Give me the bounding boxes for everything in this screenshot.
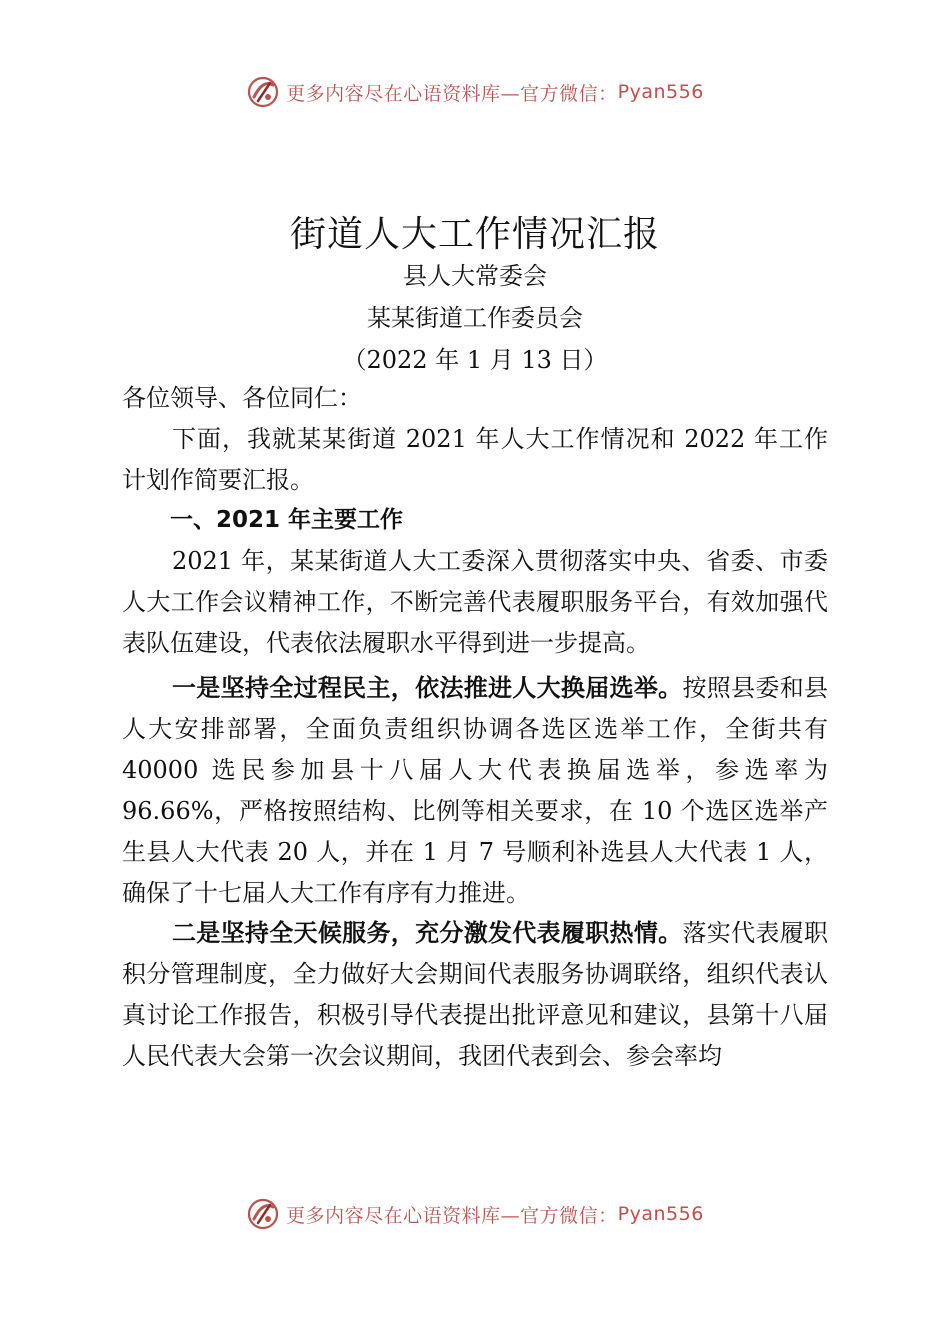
document-date: （2022 年 1 月 13 日） xyxy=(342,346,608,374)
watermark-text: 更多内容尽在心语资料库—官方微信： xyxy=(286,82,618,105)
item-2-lead: 二是坚持全天候服务，充分激发代表履职热情。 xyxy=(172,919,683,947)
item-1-lead: 一是坚持全过程民主，依法推进人大换届选举。 xyxy=(172,674,683,702)
item-1-paragraph xyxy=(122,668,828,914)
greeting: 各位领导、各位同仁： xyxy=(122,384,362,412)
brand-logo-icon xyxy=(246,75,280,109)
footer-watermark xyxy=(0,1194,950,1234)
watermark-text: 更多内容尽在心语资料库—官方微信： xyxy=(286,1204,618,1227)
item-1-text: 按照县委和县人大安排部署，全面负责组织协调各选区选举工作，全街共有 40000 选民参加县十八届人大代表换届选举，参选率为 96.66%，严格按照结构、比例等相关要求，在 10 个选区选举产生县人大代表 20 人，并在 1 月 7 号顺利补选县人大代表 1 人，确保了十七届人大工作有序有力推进。 xyxy=(122,674,829,907)
item-2-paragraph xyxy=(122,913,828,1077)
watermark-wechat-id: Pyan556 xyxy=(617,81,704,103)
header-watermark xyxy=(0,72,950,112)
watermark-wechat-id: Pyan556 xyxy=(617,1203,704,1225)
organization-line-2: 某某街道工作委员会 xyxy=(367,304,583,332)
brand-logo-icon xyxy=(246,1197,280,1231)
section1-intro-paragraph: 2021 年，某某街道人大工委深入贯彻落实中央、省委、市委人大工作会议精神工作，不断完善代表履职服务平台，有效加强代表队伍建设，代表依法履职水平得到进一步提高。 xyxy=(122,547,828,657)
item-2-text: 落实代表履职积分管理制度，全力做好大会期间代表服务协调联络，组织代表认真讨论工作报告，积极引导代表提出批评意见和建议，县第十八届人民代表大会第一次会议期间，我团代表到会、参会率均 xyxy=(122,919,829,1070)
document-title: 街道人大工作情况汇报 xyxy=(289,214,660,255)
organization-line-1: 县人大常委会 xyxy=(403,262,547,290)
section-heading-1: 一、2021 年主要工作 xyxy=(170,507,404,533)
intro-paragraph: 下面，我就某某街道 2021 年人大工作情况和 2022 年工作计划作简要汇报。 xyxy=(122,425,828,494)
